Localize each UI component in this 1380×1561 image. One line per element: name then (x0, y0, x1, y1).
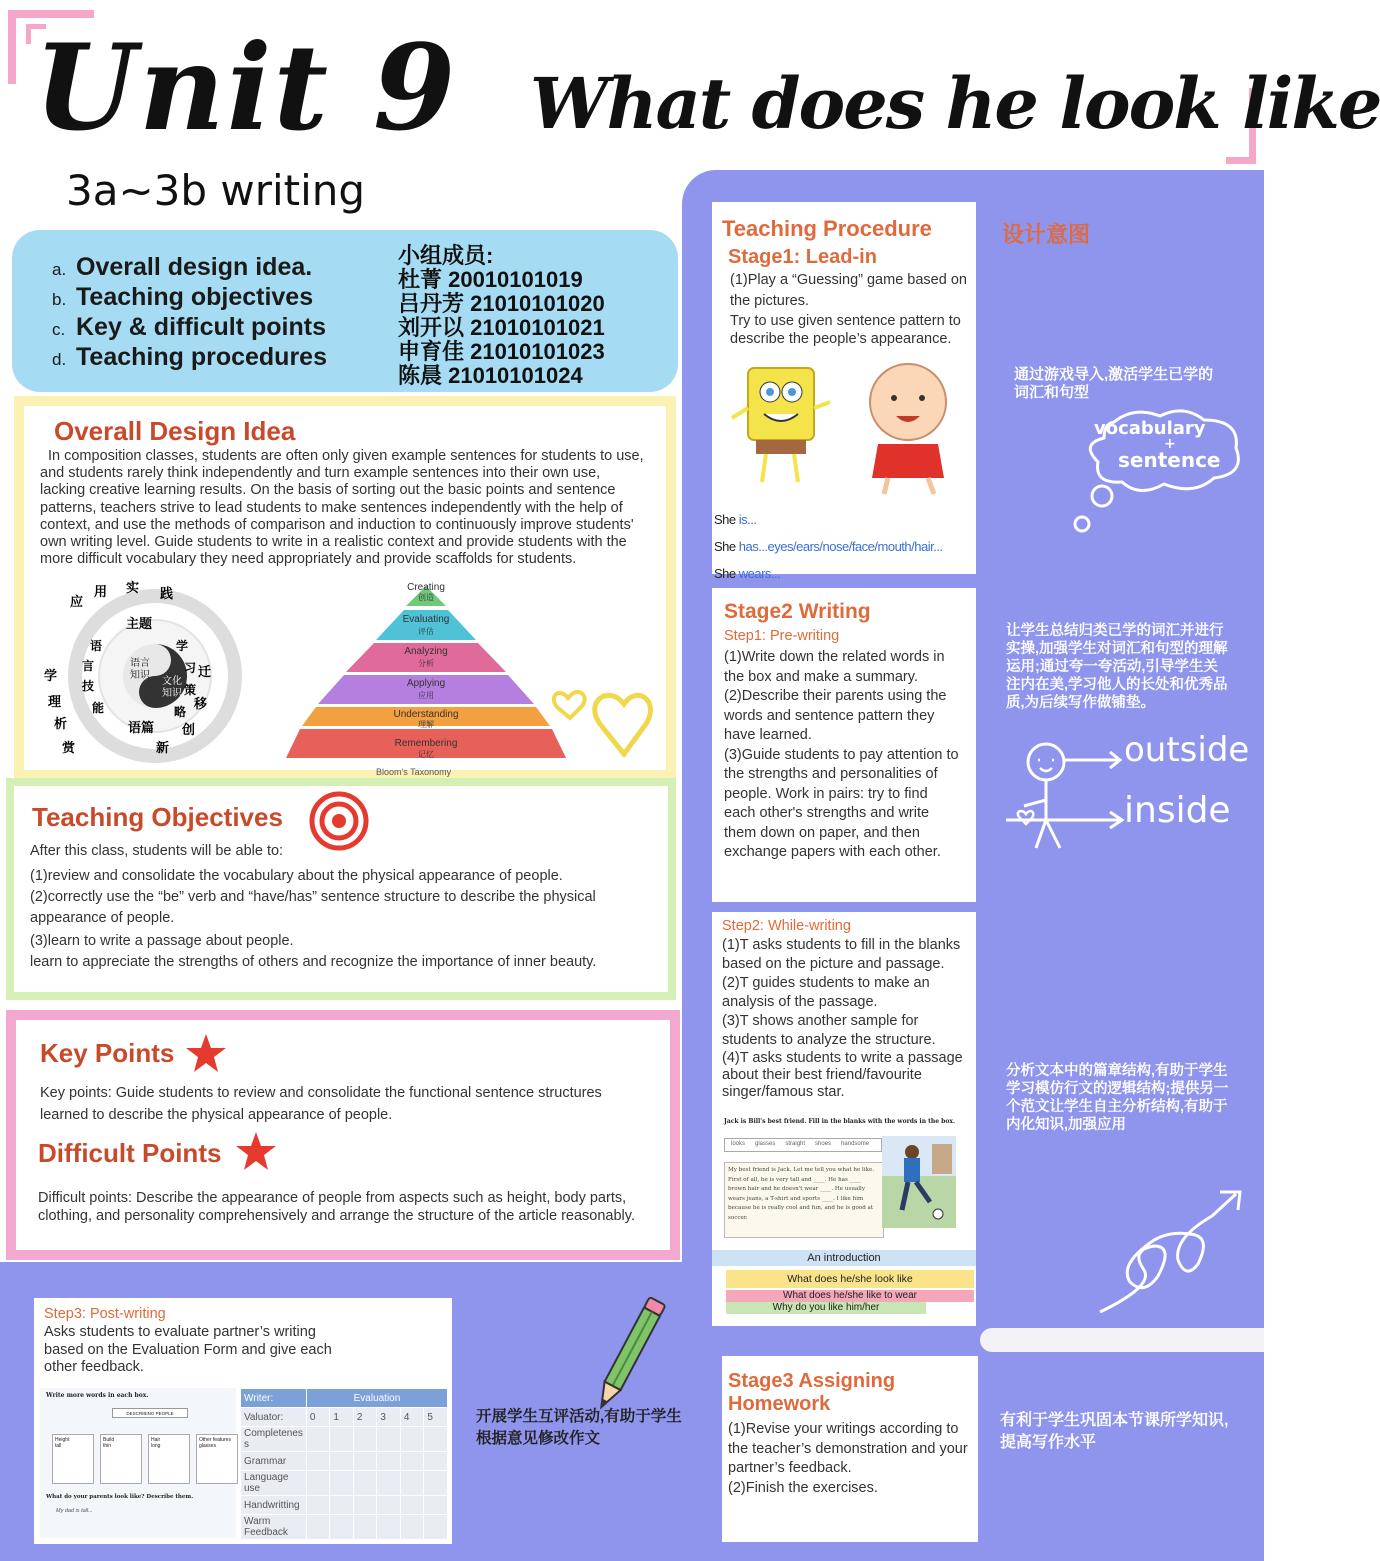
objective-item: (1)review and consolidate the vocabulary about the physical appearance of people. (30, 868, 563, 884)
pyramid-label: Creating (407, 582, 445, 593)
stage2-panel (712, 588, 976, 902)
pencil-icon (594, 1290, 664, 1420)
wheel-char: 用 (94, 585, 108, 600)
wheel-char: 略 (174, 705, 187, 719)
step2-title: Step2: While-writing (722, 918, 851, 934)
structure-wear: What does he/she like to wear (726, 1290, 974, 1302)
wheel-char: 迁 (198, 665, 212, 680)
member: 陈晨 21010101024 (398, 363, 583, 388)
exercise-box: Build thin (100, 1434, 142, 1484)
title-question: What does he look like (530, 62, 1380, 145)
wheel-center-left: 语言 (130, 658, 150, 669)
learning-wheel-diagram (44, 581, 260, 766)
sentence-patterns: She is... She has...eyes/ears/nose/face/mouth/hair... She wears... (714, 512, 943, 581)
wheel-char: 创 (182, 723, 196, 738)
wheel-char: 策 (184, 683, 197, 697)
stage2-title: Stage2 Writing (724, 600, 871, 623)
stage3-title: Stage3 Assigning Homework (728, 1370, 896, 1415)
stage1-panel (712, 202, 976, 581)
step3-intent: 开展学生互评活动,有助于学生根据意见修改作文 (476, 1408, 682, 1447)
worksheet-heading: Jack is Bill's best friend. Fill in the blanks with the words in the box. (724, 1118, 956, 1125)
person-doodle-icon (1002, 740, 1132, 852)
wheel-char: 言 (82, 659, 95, 673)
word-box: looks glasses straight shoes handsome (724, 1138, 882, 1152)
page-title (34, 18, 1380, 157)
exercise-q2: What do your parents look like? Describe them. (46, 1494, 194, 1500)
objective-item: (2)correctly use the “be” verb and “have/has” sentence structure to describe the physical appearance of people. (30, 889, 596, 926)
step2-list (722, 936, 972, 1101)
key-points-title: Key Points (40, 1038, 175, 1068)
stage3-panel (722, 1356, 978, 1542)
star-icon (234, 1130, 278, 1172)
stage3-item: (1)Revise your writings according to the teacher’s demonstration and your partner’s feedback. (728, 1421, 968, 1476)
overall-design-text: In composition classes, students are often only given example sentences for students to use, and students rarely think independently and turn example sentences into their own use, lacking creative learning results. On the basis of sorting out the basic points and sentence patterns, teachers strive to lead students to make sentences independently with the help of context, and use the methods of comparison and induction to continuously improve students' own writing level. Guide students to write in a realistic context and provide students with the more difficult vocabulary they need appropriately and provide scaffolds for students. (40, 448, 644, 568)
while-writing-panel (712, 912, 976, 1326)
wheel-char: 学 (44, 669, 58, 684)
pyramid-caption: Bloom's Taxonomy (376, 767, 452, 777)
structure-look: What does he/she look like (726, 1270, 974, 1288)
wheel-char: 语 (90, 639, 103, 653)
step3-text: Asks students to evaluate partner’s writing based on the Evaluation Form and give each other feedback. (44, 1324, 332, 1375)
wheel-center-right: 文化 (162, 676, 182, 687)
svg-text:知识: 知识 (162, 688, 182, 699)
wheel-char: 析 (54, 717, 68, 732)
exercise-box: Height tall (52, 1434, 94, 1484)
fill-blank-passage: My best friend is Jack. Let me tell you what he like. First of all, he is very tall and ____. He has ____ brown hair and he doesn't wear ____. He usually wears jeans, a T-shirt and sports ____. I like him because he is really cool and fun, and he is good at soccer. (724, 1162, 884, 1238)
wheel-char: 赏 (62, 741, 76, 756)
boy-playing-soccer-image (882, 1136, 956, 1228)
exercise-box: Hair long (148, 1434, 190, 1484)
step1-item: (2)Describe their parents using the words and sentence pattern they have learned. (724, 688, 947, 743)
objectives-list (30, 866, 630, 973)
step2-item: (4)T asks students to write a passage about their best friend/favourite singer/famous star. (722, 1050, 963, 1100)
members-heading: 小组成员: (398, 243, 494, 268)
member: 杜菁 20010101019 (398, 267, 583, 292)
agenda-item: b. Teaching objectives (52, 283, 314, 311)
objectives-title: Teaching Objectives (32, 802, 283, 832)
loop-arrow-icon (1094, 1186, 1248, 1318)
pyramid-label: Evaluating (402, 614, 450, 625)
agenda-item: c. Key & difficult points (52, 313, 326, 341)
exercise-q1: Write more words in each box. (46, 1392, 149, 1399)
wheel-char: 主题 (126, 617, 153, 632)
objective-item: learn to appreciate the strengths of others and recognize the importance of inner beauty. (30, 954, 597, 970)
outside-label: outside (1124, 730, 1250, 770)
wheel-char: 技 (82, 679, 95, 693)
stage3-item: (2)Finish the exercises. (728, 1479, 878, 1496)
structure-diagram (712, 1250, 976, 1326)
member: 吕丹芳 21010101020 (398, 291, 605, 316)
step2-intent: 分析文本中的篇章结构,有助于学生学习模仿行文的逻辑结构;提供另一个范文让学生自主分析结构,有助于内化知识,加强应用 (1006, 1063, 1229, 1133)
post-writing-panel (34, 1298, 452, 1544)
bubble-text: vocabulary (1094, 418, 1206, 439)
step1-item: (1)Write down the related words in the box and make a summary. (724, 649, 945, 685)
member: 刘开以 21010101021 (398, 315, 605, 340)
design-intent-title: 设计意图 (1002, 222, 1091, 247)
overall-design-title: Overall Design Idea (54, 416, 296, 446)
overall-design-section (14, 396, 676, 780)
pyramid-label: Understanding (393, 709, 459, 720)
pyramid-label: Remembering (394, 738, 458, 749)
objective-item: (3)learn to write a passage about people. (30, 933, 294, 949)
exercise-box: Other features glasses (196, 1434, 238, 1484)
title-unit: Unit 9 (34, 18, 458, 157)
stage3-intent: 有利于学生巩固本节课所学知识,提高写作水平 (1000, 1412, 1229, 1451)
target-icon (308, 790, 370, 852)
objectives-intro: After this class, students will be able to: (30, 843, 284, 859)
page-subtitle: 3a~3b writing (66, 166, 366, 215)
exercise-sample: My dad is tall... (56, 1508, 93, 1514)
wheel-char: 习 (184, 661, 197, 675)
wheel-char: 理 (48, 695, 62, 710)
group-members (398, 244, 605, 388)
step1-item: (3)Guide students to pay attention to the strengths and personalities of people. Work in pairs: try to find each other's strengths and write them down on paper, and then exchange papers with each other. (724, 746, 959, 860)
bubble-text: + (1164, 436, 1176, 452)
agenda-item: d. Teaching procedures (52, 343, 327, 371)
exercise-sheet (40, 1388, 236, 1538)
stage3-list (728, 1420, 974, 1498)
step3-title: Step3: Post-writing (44, 1306, 166, 1322)
step2-item: (3)T shows another sample for students to analyze the structure. (722, 1013, 936, 1048)
agenda-list (52, 252, 327, 372)
wheel-char: 语篇 (128, 721, 155, 736)
step2-item: (1)T asks students to fill in the blanks based on the picture and passage. (722, 937, 961, 972)
exercise-center-box: DESCRIBING PEOPLE (112, 1408, 188, 1418)
wheel-char: 学 (176, 639, 189, 653)
objectives-section (6, 778, 676, 1000)
wheel-char: 应 (70, 595, 84, 610)
wheel-char: 实 (126, 581, 140, 596)
pyramid-label: Analyzing (404, 646, 448, 657)
divider (980, 1328, 1264, 1352)
member: 申育佳 21010101023 (398, 339, 605, 364)
procedure-title: Teaching Procedure (722, 216, 932, 241)
points-section (6, 1010, 680, 1260)
bubble-text: sentence (1118, 448, 1221, 472)
bloom-pyramid: Creating Evaluating Analyzing Applying Understanding Remembering 创造 评估 分析 应用 理解 记忆 (286, 586, 566, 766)
key-points-text: Key points: Guide students to review and consolidate the functional sentence structures learned to describe the physical appearance of people. (40, 1085, 602, 1123)
step1-title: Step1: Pre-writing (724, 628, 840, 644)
structure-why: Why do you like him/her (726, 1302, 926, 1314)
stage1-title: Stage1: Lead-in (728, 246, 877, 268)
agenda-item: a. Overall design idea. (52, 253, 313, 281)
svg-text:知识: 知识 (130, 670, 150, 681)
heart-icon (548, 668, 658, 768)
agenda-box (12, 230, 678, 392)
star-icon (184, 1032, 228, 1074)
wheel-char: 新 (156, 741, 170, 756)
difficult-points-text: Difficult points: Describe the appearance of people from aspects such as height, body parts, clothing, and personality comprehensively and arrange the structure of the article reasonably. (38, 1190, 635, 1224)
stage1-intent: 通过游戏导入,激活学生已学的词汇和句型 (1014, 366, 1214, 401)
difficult-points-title: Difficult Points (38, 1138, 222, 1168)
structure-intro: An introduction (712, 1250, 976, 1266)
step1-list (724, 648, 960, 863)
evaluation-form: Writer: Evaluation Valuator: 0 1 2 3 4 5 Completenes s Grammar Language use Handwritting Warm Feedback (240, 1388, 448, 1540)
wheel-char: 移 (194, 697, 208, 712)
stage2-intent: 让学生总结归类已学的词汇并进行实操,加强学生对词汇和句型的理解运用;通过夸一夸活动,引导学生关注内在美,学习他人的长处和优秀品质,为后续写作做铺垫。 (1006, 623, 1228, 711)
cartoon-characters-image (728, 358, 972, 498)
wheel-char: 践 (160, 587, 174, 602)
wheel-char: 能 (92, 701, 105, 715)
inside-label: inside (1124, 790, 1231, 831)
exercise-boxes (52, 1434, 238, 1484)
step2-item: (2)T guides students to make an analysis of the passage. (722, 975, 930, 1010)
pyramid-label: Applying (406, 678, 446, 689)
stage1-text: (1)Play a “Guessing” game based on the pictures. Try to use given sentence pattern to describe the people’s appearance. (730, 272, 967, 347)
